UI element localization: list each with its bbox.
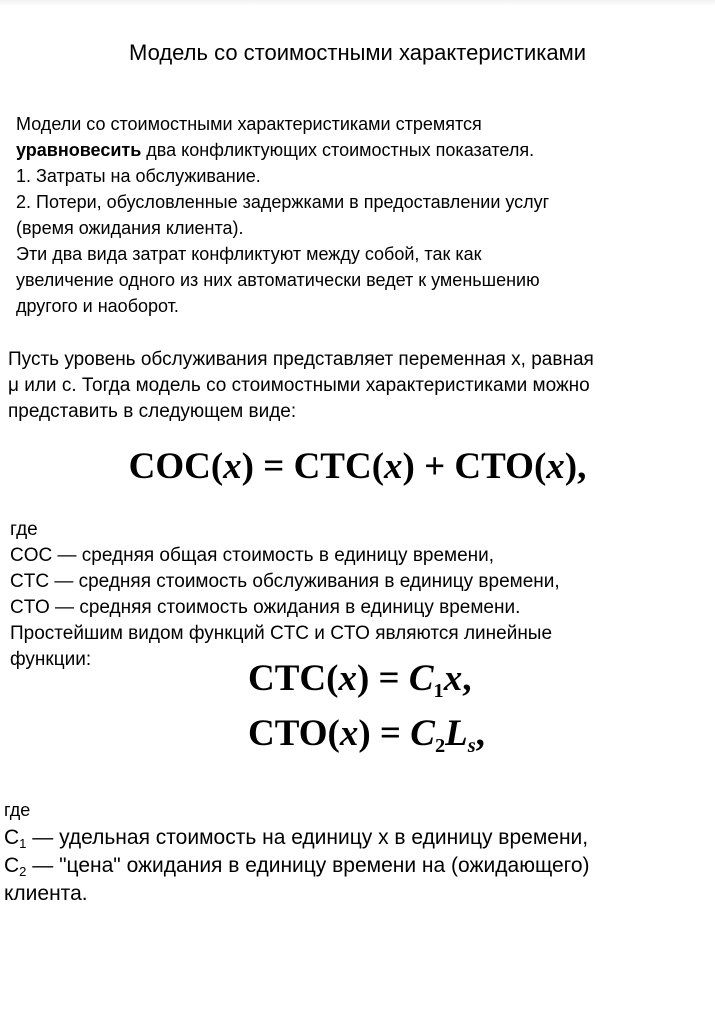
formula3-lhs: CTO( [248,713,340,754]
intro-line-1: Модели со стоимостными характеристиками стремятся [16,114,482,134]
intro-paragraph [16,111,696,319]
notes-where: где [4,800,31,820]
formula1-end: ), [564,446,587,487]
intro-line-2-rest: два конфликтующих стоимостных показателя. [141,140,535,160]
intro-line-2 [16,137,696,163]
formula2-var-2: x [443,658,463,699]
intro-item-1: 1. Затраты на обслуживание. [16,166,261,186]
formula3-var: x [339,713,359,754]
definition-ctc: CTC — средняя стоимость обслуживания в единицу времени, [10,571,560,592]
formula3-Lsub: s [467,735,476,758]
note-c1-text: — удельная стоимость на единицу x в единицу времени, [26,826,589,849]
definitions-simple-a: Простейшим видом функций CTC и CTO являются линейные [10,623,553,644]
intro-conflict-a: Эти два вида затрат конфликтуют между собой, так как [16,244,482,264]
model-line-3: представить в следующем виде: [8,401,297,422]
formula2-coef: C [408,658,434,699]
formula-service-cost [248,657,471,703]
formula1-mid1: ) = CTC( [241,446,385,487]
note-c2 [4,852,709,880]
page-title: Модель со стоимостными характеристиками [129,40,586,65]
formula1-var-b: x [384,446,403,487]
note-c2-continuation: клиента. [4,882,88,905]
notes-paragraph [4,796,709,908]
model-line-2: μ или c. Тогда модель со стоимостными характеристиками можно [8,375,590,396]
definitions-where: где [10,519,38,540]
intro-item-2b: (время ожидания клиента). [16,218,244,238]
formula1-var-c: x [546,446,565,487]
definitions-simple-b: функции: [10,649,92,670]
formula1-mid2: ) + CTO( [402,446,547,487]
note-c1-letter: C [4,826,20,849]
formula1-lhs: COC( [128,446,224,487]
formula2-eq: ) = [356,658,409,699]
formula3-end: , [475,713,485,754]
slide-top-edge [0,0,715,6]
intro-conflict-b: увеличение одного из них автоматически ведет к уменьшению [16,270,540,290]
formula-waiting-cost [248,712,485,758]
formula1-var-a: x [223,446,242,487]
definition-coc: COC — средняя общая стоимость в единицу времени, [10,545,495,566]
note-c2-sub: 2 [19,864,27,879]
formula2-var: x [338,658,357,699]
formula-total-cost [0,445,715,488]
model-line-1: Пусть уровень обслуживания представляет переменная x, равная [8,349,594,370]
note-c1-sub: 1 [19,836,27,851]
note-c1 [4,824,709,852]
formula2-sub: 1 [433,680,444,703]
definition-cto: CTO — средняя стоимость ожидания в единицу времени. [10,597,521,618]
formula3-coef: C [410,713,435,754]
formula2-lhs: CTC( [248,658,339,699]
intro-item-2a: 2. Потери, обусловленные задержками в предоставлении услуг [16,192,550,212]
formula3-eq: ) = [358,713,411,754]
formula3-sub: 2 [434,735,446,758]
formula2-end: , [462,658,472,699]
intro-bold-word: уравновесить [16,140,142,160]
intro-conflict-c: другого и наоборот. [16,296,179,316]
note-c2-text-a: — "цена" ожидания в единицу времени на (ожидающего) [26,854,590,877]
note-c2-letter: C [4,854,20,877]
model-paragraph [8,347,703,425]
formula3-L: L [445,713,468,754]
definitions-paragraph [10,517,700,673]
